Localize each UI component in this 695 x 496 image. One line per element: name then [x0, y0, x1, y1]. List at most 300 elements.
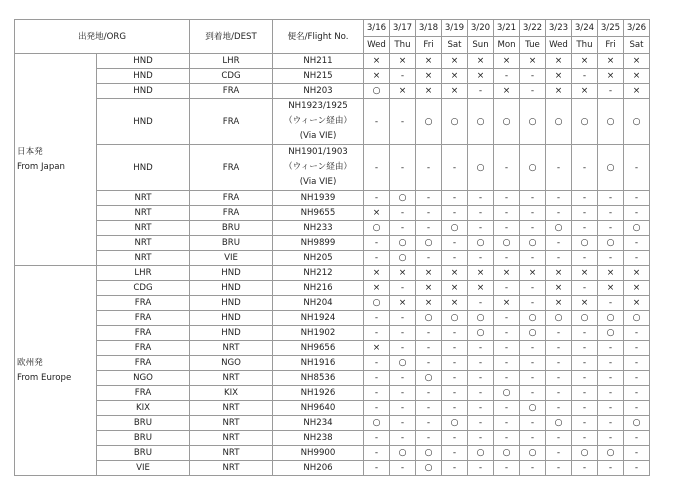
destination-cell: NRT	[190, 461, 273, 476]
flight-number-line: NH238	[303, 433, 333, 443]
flight-number-cell	[273, 191, 364, 206]
origin-cell: BRU	[97, 446, 190, 461]
destination-cell: FRA	[190, 99, 273, 145]
status-cell: -	[494, 431, 520, 446]
status-cell: ×	[494, 296, 520, 311]
status-cell: -	[598, 341, 624, 356]
status-cell: ×	[364, 69, 390, 84]
status-cell: -	[572, 221, 598, 236]
flight-number-line: NH215	[303, 71, 333, 81]
table-row	[15, 341, 650, 356]
status-cell: -	[572, 281, 598, 296]
status-cell: -	[442, 446, 468, 461]
status-cell: ×	[520, 266, 546, 281]
origin-cell: NRT	[97, 236, 190, 251]
table-row	[15, 431, 650, 446]
flight-number-line: NH203	[303, 86, 333, 96]
header-date: 3/26	[624, 20, 650, 37]
origin-cell: FRA	[97, 311, 190, 326]
status-cell: ○	[520, 446, 546, 461]
flight-number-cell	[273, 206, 364, 221]
status-cell: -	[494, 206, 520, 221]
header-date: 3/22	[520, 20, 546, 37]
status-cell: ×	[468, 281, 494, 296]
destination-cell: BRU	[190, 236, 273, 251]
origin-cell: LHR	[97, 266, 190, 281]
status-cell: -	[624, 206, 650, 221]
status-cell: -	[442, 401, 468, 416]
status-cell: ×	[364, 341, 390, 356]
status-cell: -	[468, 221, 494, 236]
status-cell: -	[598, 191, 624, 206]
origin-cell: KIX	[97, 401, 190, 416]
header-flight-number: 便名/Flight No.	[273, 20, 364, 54]
destination-cell: NRT	[190, 416, 273, 431]
status-cell: -	[624, 461, 650, 476]
status-cell: -	[546, 191, 572, 206]
status-cell: ○	[598, 99, 624, 145]
destination-cell: NRT	[190, 431, 273, 446]
status-cell: -	[624, 446, 650, 461]
status-cell: -	[520, 461, 546, 476]
table-row	[15, 296, 650, 311]
status-cell: ○	[390, 446, 416, 461]
flight-number-line: (Via VIE)	[299, 177, 337, 187]
status-cell: ○	[520, 311, 546, 326]
status-cell: -	[598, 386, 624, 401]
status-cell: ×	[364, 54, 390, 69]
status-cell: -	[442, 461, 468, 476]
status-cell: ○	[546, 99, 572, 145]
status-cell: ○	[624, 311, 650, 326]
flight-number-cell	[273, 431, 364, 446]
status-cell: -	[494, 311, 520, 326]
status-cell: -	[494, 371, 520, 386]
flight-number-cell	[273, 69, 364, 84]
flight-number-cell	[273, 401, 364, 416]
status-cell: -	[598, 251, 624, 266]
status-cell: -	[598, 371, 624, 386]
table-row	[15, 54, 650, 69]
status-cell: -	[572, 371, 598, 386]
status-cell: -	[546, 356, 572, 371]
status-cell: -	[390, 416, 416, 431]
status-cell: -	[364, 401, 390, 416]
status-cell: -	[546, 461, 572, 476]
status-cell: ○	[624, 221, 650, 236]
header-weekday: Sat	[442, 37, 468, 54]
status-cell: ×	[624, 84, 650, 99]
table-row	[15, 266, 650, 281]
status-cell: ○	[442, 311, 468, 326]
region-label	[15, 266, 97, 476]
flight-number-line: NH212	[303, 268, 333, 278]
header-date: 3/18	[416, 20, 442, 37]
status-cell: -	[624, 341, 650, 356]
destination-cell: NRT	[190, 341, 273, 356]
status-cell: ○	[390, 236, 416, 251]
status-cell: ×	[416, 281, 442, 296]
destination-cell: HND	[190, 281, 273, 296]
origin-cell: FRA	[97, 296, 190, 311]
status-cell: -	[494, 341, 520, 356]
origin-cell: BRU	[97, 416, 190, 431]
status-cell: -	[520, 251, 546, 266]
header-date: 3/17	[390, 20, 416, 37]
header-date: 3/23	[546, 20, 572, 37]
status-cell: ×	[572, 296, 598, 311]
status-cell: -	[520, 416, 546, 431]
status-cell: -	[364, 311, 390, 326]
status-cell: -	[494, 69, 520, 84]
status-cell: -	[390, 145, 416, 191]
status-cell: ×	[390, 266, 416, 281]
status-cell: -	[624, 371, 650, 386]
status-cell: -	[546, 206, 572, 221]
origin-cell: HND	[97, 145, 190, 191]
region-label-line: From Japan	[17, 161, 65, 172]
status-cell: -	[520, 84, 546, 99]
status-cell: -	[390, 371, 416, 386]
flight-number-line: NH211	[303, 56, 333, 66]
flight-number-line: （ウィーン経由）	[283, 162, 353, 172]
flight-number-cell	[273, 461, 364, 476]
status-cell: -	[416, 145, 442, 191]
status-cell: -	[572, 341, 598, 356]
origin-cell: VIE	[97, 461, 190, 476]
status-cell: ×	[364, 281, 390, 296]
header-weekday: Fri	[598, 37, 624, 54]
status-cell: -	[390, 431, 416, 446]
destination-cell: VIE	[190, 251, 273, 266]
status-cell: -	[416, 341, 442, 356]
status-cell: -	[468, 206, 494, 221]
status-cell: ○	[390, 191, 416, 206]
status-cell: -	[416, 431, 442, 446]
status-cell: -	[442, 356, 468, 371]
status-cell: -	[390, 386, 416, 401]
destination-cell: KIX	[190, 386, 273, 401]
table-row	[15, 191, 650, 206]
table-row	[15, 99, 650, 145]
status-cell: ○	[468, 326, 494, 341]
flight-number-cell	[273, 356, 364, 371]
region-label	[15, 54, 97, 266]
region-label-line: 欧州発	[17, 357, 43, 368]
status-cell: ×	[468, 69, 494, 84]
status-cell: -	[364, 461, 390, 476]
status-cell: -	[390, 326, 416, 341]
status-cell: -	[546, 341, 572, 356]
table-row	[15, 221, 650, 236]
status-cell: ×	[390, 84, 416, 99]
status-cell: -	[364, 371, 390, 386]
status-cell: -	[572, 401, 598, 416]
table-header	[15, 20, 650, 54]
header-date: 3/16	[364, 20, 390, 37]
status-cell: ×	[442, 54, 468, 69]
status-cell: -	[520, 296, 546, 311]
status-cell: -	[390, 69, 416, 84]
status-cell: ×	[416, 266, 442, 281]
flight-number-line: NH233	[303, 223, 333, 233]
table-row	[15, 371, 650, 386]
status-cell: ○	[442, 99, 468, 145]
status-cell: -	[494, 221, 520, 236]
header-weekday: Fri	[416, 37, 442, 54]
status-cell: -	[364, 191, 390, 206]
header-date: 3/19	[442, 20, 468, 37]
status-cell: -	[572, 386, 598, 401]
header-weekday: Sun	[468, 37, 494, 54]
origin-cell: HND	[97, 84, 190, 99]
header-weekday: Sat	[624, 37, 650, 54]
status-cell: ○	[520, 401, 546, 416]
status-cell: -	[390, 99, 416, 145]
flight-number-line: NH1923/1925	[288, 101, 348, 111]
status-cell: ○	[546, 416, 572, 431]
status-cell: ○	[494, 236, 520, 251]
flight-number-line: NH234	[303, 418, 333, 428]
table-row	[15, 84, 650, 99]
status-cell: -	[520, 69, 546, 84]
status-cell: -	[572, 326, 598, 341]
status-cell: -	[442, 326, 468, 341]
flight-number-line: NH205	[303, 253, 333, 263]
status-cell: -	[442, 191, 468, 206]
origin-cell: NRT	[97, 221, 190, 236]
status-cell: ○	[624, 99, 650, 145]
status-cell: ×	[390, 296, 416, 311]
flight-number-cell	[273, 54, 364, 69]
status-cell: ×	[546, 266, 572, 281]
status-cell: -	[468, 461, 494, 476]
status-cell: ×	[624, 54, 650, 69]
status-cell: ○	[572, 99, 598, 145]
origin-cell: BRU	[97, 431, 190, 446]
status-cell: ○	[468, 236, 494, 251]
status-cell: -	[520, 356, 546, 371]
header-date: 3/24	[572, 20, 598, 37]
status-cell: -	[546, 446, 572, 461]
status-cell: -	[364, 326, 390, 341]
status-cell: ○	[416, 446, 442, 461]
status-cell: ×	[416, 84, 442, 99]
status-cell: -	[520, 221, 546, 236]
flight-number-cell	[273, 251, 364, 266]
status-cell: -	[520, 206, 546, 221]
destination-cell: HND	[190, 296, 273, 311]
origin-cell: HND	[97, 54, 190, 69]
status-cell: -	[442, 341, 468, 356]
status-cell: ×	[468, 266, 494, 281]
table-row	[15, 356, 650, 371]
status-cell: ○	[598, 145, 624, 191]
status-cell: ○	[520, 99, 546, 145]
status-cell: ×	[442, 296, 468, 311]
region-label-line: From Europe	[17, 372, 72, 383]
status-cell: ×	[572, 266, 598, 281]
destination-cell: FRA	[190, 84, 273, 99]
status-cell: ×	[468, 54, 494, 69]
status-cell: ○	[364, 416, 390, 431]
status-cell: ×	[598, 281, 624, 296]
status-cell: -	[624, 191, 650, 206]
status-cell: -	[442, 386, 468, 401]
status-cell: -	[494, 191, 520, 206]
status-cell: ○	[468, 99, 494, 145]
status-cell: ○	[416, 99, 442, 145]
status-cell: ○	[520, 145, 546, 191]
header-weekday: Tue	[520, 37, 546, 54]
destination-cell: HND	[190, 266, 273, 281]
status-cell: ×	[598, 266, 624, 281]
status-cell: -	[520, 281, 546, 296]
status-cell: -	[520, 371, 546, 386]
region-label-line: 日本発	[17, 146, 43, 157]
status-cell: -	[572, 416, 598, 431]
flight-number-line: NH206	[303, 463, 333, 473]
status-cell: ○	[572, 236, 598, 251]
status-cell: ×	[364, 206, 390, 221]
status-cell: -	[624, 356, 650, 371]
status-cell: -	[364, 145, 390, 191]
destination-cell: FRA	[190, 206, 273, 221]
status-cell: ×	[624, 69, 650, 84]
header-weekday: Thu	[572, 37, 598, 54]
status-cell: ×	[442, 69, 468, 84]
status-cell: -	[598, 401, 624, 416]
status-cell: ×	[416, 54, 442, 69]
status-cell: -	[442, 371, 468, 386]
flight-number-line: NH9655	[300, 208, 336, 218]
status-cell: -	[442, 431, 468, 446]
status-cell: -	[442, 145, 468, 191]
origin-cell: FRA	[97, 326, 190, 341]
destination-cell: HND	[190, 326, 273, 341]
status-cell: ×	[624, 296, 650, 311]
status-cell: -	[546, 386, 572, 401]
flight-number-line: NH1924	[300, 313, 336, 323]
status-cell: ×	[442, 266, 468, 281]
destination-cell: FRA	[190, 191, 273, 206]
status-cell: -	[624, 386, 650, 401]
status-cell: -	[416, 416, 442, 431]
status-cell: -	[416, 401, 442, 416]
flight-number-line: NH9899	[300, 238, 336, 248]
status-cell: ○	[546, 221, 572, 236]
status-cell: ○	[624, 416, 650, 431]
status-cell: -	[572, 69, 598, 84]
status-cell: -	[390, 281, 416, 296]
status-cell: -	[598, 206, 624, 221]
status-cell: -	[546, 401, 572, 416]
status-cell: -	[624, 401, 650, 416]
flight-number-line: NH216	[303, 283, 333, 293]
table-row	[15, 251, 650, 266]
status-cell: -	[364, 251, 390, 266]
status-cell: -	[416, 191, 442, 206]
table-row	[15, 236, 650, 251]
status-cell: -	[494, 356, 520, 371]
status-cell: -	[572, 191, 598, 206]
status-cell: ×	[546, 84, 572, 99]
status-cell: ×	[494, 266, 520, 281]
status-cell: -	[390, 221, 416, 236]
status-cell: -	[390, 206, 416, 221]
origin-cell: NRT	[97, 251, 190, 266]
status-cell: ×	[442, 84, 468, 99]
flight-number-cell	[273, 281, 364, 296]
status-cell: -	[520, 341, 546, 356]
status-cell: ○	[494, 386, 520, 401]
status-cell: -	[468, 296, 494, 311]
status-cell: -	[546, 326, 572, 341]
origin-cell: HND	[97, 69, 190, 84]
status-cell: -	[520, 191, 546, 206]
status-cell: ○	[494, 446, 520, 461]
flight-number-cell	[273, 341, 364, 356]
flight-number-line: NH1926	[300, 388, 336, 398]
destination-cell: CDG	[190, 69, 273, 84]
status-cell: ×	[416, 296, 442, 311]
table-row	[15, 416, 650, 431]
status-cell: -	[494, 461, 520, 476]
table-body	[15, 54, 650, 476]
table-row	[15, 311, 650, 326]
status-cell: ×	[416, 69, 442, 84]
table-row	[15, 401, 650, 416]
status-cell: ×	[546, 281, 572, 296]
status-cell: ×	[624, 281, 650, 296]
status-cell: -	[572, 145, 598, 191]
table-row	[15, 145, 650, 191]
status-cell: ×	[546, 54, 572, 69]
flight-number-cell	[273, 84, 364, 99]
status-cell: ○	[416, 311, 442, 326]
status-cell: -	[520, 431, 546, 446]
status-cell: ○	[468, 145, 494, 191]
status-cell: ○	[364, 296, 390, 311]
status-cell: -	[468, 84, 494, 99]
status-cell: ×	[494, 84, 520, 99]
origin-cell: NGO	[97, 371, 190, 386]
status-cell: -	[624, 251, 650, 266]
status-cell: -	[598, 461, 624, 476]
status-cell: -	[416, 386, 442, 401]
status-cell: ○	[468, 446, 494, 461]
status-cell: ○	[442, 221, 468, 236]
status-cell: ×	[494, 54, 520, 69]
flight-number-line: NH9900	[300, 448, 336, 458]
status-cell: -	[390, 461, 416, 476]
status-cell: ×	[364, 266, 390, 281]
header-date: 3/20	[468, 20, 494, 37]
table-row	[15, 69, 650, 84]
status-cell: -	[598, 416, 624, 431]
header-weekday: Wed	[364, 37, 390, 54]
status-cell: -	[442, 206, 468, 221]
table-row	[15, 446, 650, 461]
flight-number-cell	[273, 326, 364, 341]
status-cell: -	[494, 145, 520, 191]
status-cell: ×	[546, 69, 572, 84]
status-cell: -	[598, 221, 624, 236]
status-cell: -	[546, 431, 572, 446]
status-cell: ○	[416, 461, 442, 476]
status-cell: -	[468, 401, 494, 416]
status-cell: -	[390, 401, 416, 416]
